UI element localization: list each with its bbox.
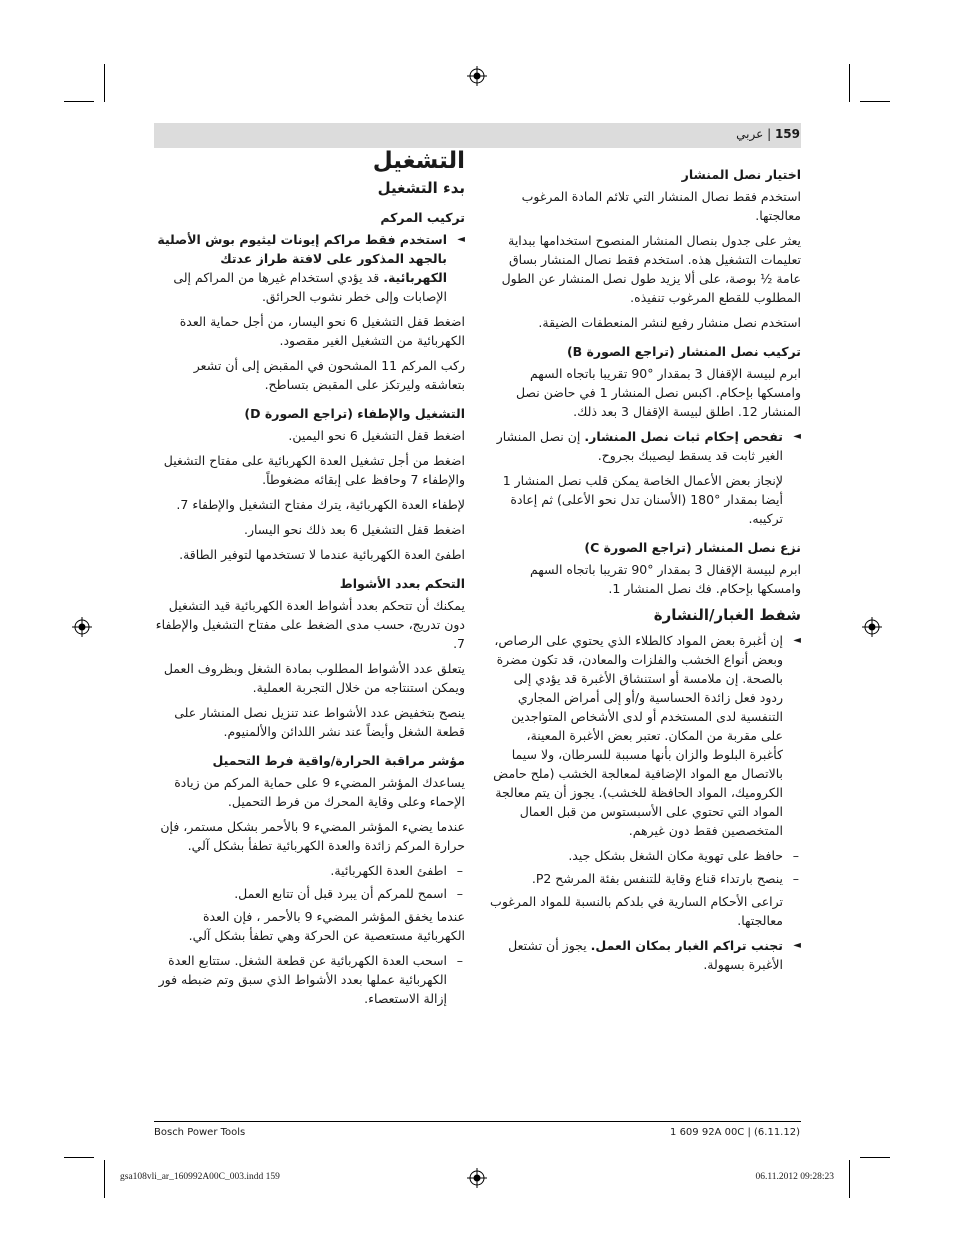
warning-text: إن نصل المنشار الغير ثابت قد يسقط ليصيبك بجروح. — [496, 429, 783, 463]
paragraph: يعثر على جدول بنصال المنشار المنصوح استخدامها ببداية تعليمات التشغيل هذه. استخدم فقط نصال المنشار بساق عامة ½ بوصة، على ألا يزيد طول نصل المنشار عن الطول المطلوب للقطع المرغوب تنفيذه. — [501, 233, 801, 305]
paragraph: اضغط قفل التشغيل 6 بعد ذلك نحو اليسار. — [243, 522, 465, 537]
paragraph: اضغط قفل التشغيل 6 نحو اليمين. — [288, 428, 465, 443]
warning-bullet — [154, 230, 465, 306]
section-title: تركيب المركم — [380, 210, 465, 225]
paragraph: استخدم فقط نصال المنشار التي تلائم المادة المرغوب معالجتها. — [521, 189, 801, 223]
warning-bullet — [490, 427, 801, 465]
dash-item: – اسمح للمركم أن يبرد قبل أن تتابع العمل. — [154, 884, 465, 903]
crop-mark — [104, 64, 105, 102]
section-title: مؤشر مراقبة الحرارة/واقية فرط التحميل — [212, 753, 465, 768]
header-separator: | — [767, 127, 772, 141]
dash-item: – اطفئ العدة الكهربائية. — [154, 861, 465, 880]
paragraph: يتعلق عدد الأشواط المطلوب بمادة الشغل وبظروف العمل ويمكن استنتاجه من خلال التجربة العملية. — [163, 661, 465, 695]
paragraph: عندما يخفق المؤشر المضيء 9 بالأحمر ، فإن العدة الكهربائية مستعصية عن الحركة وهي تطفأ بشكل آلي. — [188, 909, 465, 943]
page-number: 159 — [774, 127, 800, 141]
paragraph: ابرم لبيسة الإقفال 3 بمقدار °90 تقريبا باتجاه السهم وامسكها بإحكام. اكبس نصل المنشار 1 في حاضن نصل المنشار 12. اطلق لبيسة الإقفال 3 بعد ذلك. — [515, 366, 801, 419]
dash-item: – اسحب العدة الكهربائية عن قطعة الشغل. ستتابع العدة الكهربائية عملها بعدد الأشواط الذي سبق وتم ضبطه فور إزالة الاستعصاء. — [154, 951, 465, 1008]
footer-brand: Bosch Power Tools — [154, 1127, 246, 1138]
paragraph: لإنجاز بعض الأعمال الخاصة يمكن قلب نصل المنشار 1 أيضا بمقدار °180 (الأسنان تدل نحو الأعلى) ثم إعادة تركيبه. — [502, 473, 783, 526]
footer-doc-number: 1 609 92A 00C | (6.11.12) — [670, 1127, 800, 1138]
slug-timestamp: 06.11.2012 09:28:23 — [755, 1172, 834, 1182]
paragraph: لإطفاء العدة الكهربائية، يترك مفتاح التشغيل والإطفاء 7. — [176, 497, 465, 512]
page-header — [736, 127, 800, 141]
crop-mark — [64, 101, 94, 102]
warning-bullet: ◄ إن أغبرة بعض المواد كالطلاء الذي يحتوي على الرصاص، وبعض أنواع الخشب والفلزات والمعادن، قد تكون مضرة بالصحة. إن ملامسة أو استنشاق الأغبرة قد يؤدي إلى ردود فعل زائدة الحساسية و/أو إلى أمراض المجاري التنفسية لدى المستخدم أو لدى الأشخاص المتواجدين على مقربة من المكان. تعتبر بعض الأغبرة المعينة، كأغبرة البلوط والزان بأنها مسببة للسرطان، ولا سيما بالاتصال مع المواد الإضافية لمعالجة الخشب (ملح حامض الكروميك، المواد الحافظة للخشب). يجوز أن يتم معالجة المواد التي تحتوي على الأسبستوس من قبل العمال المتخصصين فقط دون غيرهم. — [490, 631, 801, 840]
section-title: التحكم بعدد الأشواط — [339, 576, 465, 591]
paragraph: ينصح بتخفيض عدد الأشواط عند تنزيل نصل المنشار على قطعة الشغل وأيضاً عند نشر اللدائن والألمنيوم. — [174, 705, 465, 739]
crop-mark — [860, 1157, 890, 1158]
header-language: عربي — [736, 127, 764, 141]
crop-mark — [849, 64, 850, 102]
warning-bullet — [490, 936, 801, 974]
chapter-title: التشغيل — [372, 148, 465, 174]
paragraph: يساعدك المؤشر المضيء 9 على حماية المركم من زيادة الإحماء وعلى وقاية المحرك من فرط التحميل. — [174, 775, 465, 809]
crop-mark — [64, 1157, 94, 1158]
warning-bold: تجنب تراكم الغبار بمكان العمل. — [590, 938, 783, 953]
paragraph: تراعى الأحكام السارية في بلدكم بالنسبة للمواد المرغوب معالجتها. — [490, 894, 783, 928]
registration-mark-icon — [862, 617, 882, 637]
page-header-bar — [154, 123, 801, 148]
paragraph: ركب المركم 11 المشحون في المقبض إلى أن تشعر بتعاشقه وليرتكز على المقبض بتساطح. — [193, 358, 465, 392]
warning-bold: استخدم فقط مراكم إيونات ليثيوم بوش الأصلية بالجهد المذكور على لافتة طراز عدتك الكهربائية. — [157, 232, 447, 285]
section-title: التشغيل والإطفاء (تراجع الصورة D) — [244, 406, 465, 421]
section-title: تركيب نصل المنشار (تراجع الصورة B) — [566, 344, 801, 359]
crop-mark — [860, 101, 890, 102]
paragraph: ابرم لبيسة الإقفال 3 بمقدار °90 تقريبا باتجاه السهم وامسكها بإحكام. فك نصل المنشار 1. — [529, 562, 801, 596]
paragraph: اضغط من أجل تشغيل العدة الكهربائية على مفتاح التشغيل والإطفاء 7 وحافظ على إبقائه مضغوطاً. — [163, 453, 465, 487]
registration-mark-icon — [72, 617, 92, 637]
left-column — [154, 148, 465, 1012]
dash-item: – حافظ على تهوية مكان الشغل بشكل جيد. — [490, 846, 801, 865]
paragraph: عندما يضيء المؤشر المضيء 9 بالأحمر بشكل مستمر، فإن حرارة المركم زائدة والعدة الكهربائية تطفأ بشكل آلي. — [160, 819, 465, 853]
registration-mark-icon — [467, 1168, 487, 1188]
warning-bold: تفحص إحكام ثبات نصل المنشار. — [584, 429, 783, 444]
footer-rule — [154, 1121, 801, 1122]
crop-mark — [849, 1160, 850, 1198]
paragraph: اضغط قفل التشغيل 6 نحو اليسار، من أجل حماية العدة الكهربائية من التشغيل الغير مقصود. — [179, 314, 465, 348]
paragraph: يمكنك أن تتحكم بعدد أشواط العدة الكهربائية قيد التشغيل دون تدريج، حسب مدى الضغط على مفتاح التشغيل والإطفاء 7. — [155, 598, 465, 651]
paragraph: استخدم نصل منشار رفيع لنشر المنعطفات الضيقة. — [538, 315, 801, 330]
section-heading: شفط الغبار/النشارة — [653, 606, 801, 624]
registration-mark-icon — [467, 66, 487, 86]
warning-text: قد يؤدي استخدام غيرها من المراكم إلى الإصابات وإلى خطر نشوب الحرائق. — [173, 270, 447, 304]
dash-item: – ينصح بارتداء قناع وقاية للتنفس بفئة المرشح P2. — [490, 869, 801, 888]
warning-text: يجوز أن تشتعل الأغبرة بسهولة. — [508, 938, 783, 972]
slug-filename: gsa108vli_ar_160992A00C_003.indd 159 — [120, 1172, 280, 1182]
right-column — [490, 155, 801, 980]
paragraph: اطفئ العدة الكهربائية عندما لا تستخدمها لتوفير الطاقة. — [179, 547, 465, 562]
section-heading: بدء التشغيل — [377, 179, 465, 197]
section-title: اختيار نصل المنشار — [681, 167, 801, 182]
crop-mark — [104, 1160, 105, 1198]
section-title: نزع نصل المنشار (تراجع الصورة C) — [584, 540, 801, 555]
